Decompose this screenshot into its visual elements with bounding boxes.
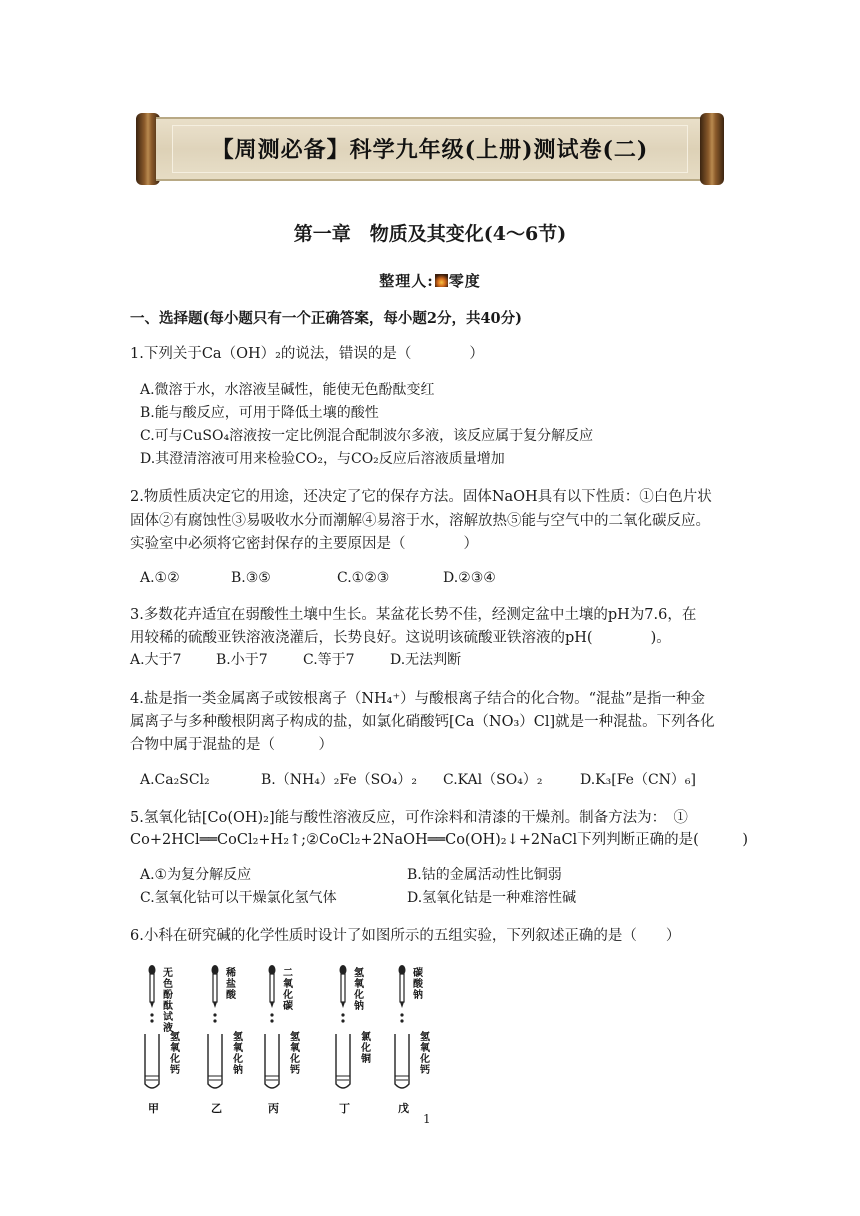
q2-option-c: C.①②③ (337, 570, 390, 586)
tube-label: 氢氧化钙 (420, 1032, 430, 1076)
tube-id-label: 甲 (148, 1102, 159, 1115)
question-3-stem-line-1: 3.多数花卉适宜在弱酸性土壤中生长。某盆花长势不佳，经测定盆中土壤的pH为7.6，在 (130, 607, 697, 623)
question-2-stem-line-2: 固体②有腐蚀性③易吸收水分而潮解④易溶于水，溶解放热⑤能与空气中的二氧化碳反应。 (130, 513, 710, 529)
dropper-tube (341, 974, 345, 1002)
dropper-label: 无色酚酞试液 (163, 968, 173, 1034)
question-2-stem-line-1: 2.物质性质决定它的用途，还决定了它的保存方法。固体NaOH具有以下性质：①白色片状 (130, 489, 712, 505)
drop (150, 1019, 153, 1022)
title-banner (136, 113, 724, 185)
question-4-stem-line-2: 属离子与多种酸根阴离子构成的盐，如氯化硝酸钙[Ca（NO₃）Cl]就是一种混盐。下列各化 (130, 714, 715, 730)
tube-id-label: 丁 (339, 1102, 350, 1115)
q4-option-a: A.Ca₂SCl₂ (140, 772, 210, 788)
dropper-tube (213, 974, 217, 1002)
drop (270, 1013, 273, 1016)
tube-label: 氢氧化钙 (290, 1032, 300, 1076)
question-2-stem-line-3: 实验室中必须将它密封保存的主要原因是（ ） (130, 536, 478, 552)
drop (150, 1013, 153, 1016)
drop (270, 1019, 273, 1022)
q4-option-c: C.KAl（SO₄）₂ (443, 772, 543, 788)
q4-option-d: D.K₃[Fe（CN）₆] (580, 772, 696, 788)
q2-option-a: A.①② (140, 570, 180, 586)
document-title: 【周测必备】科学九年级(上册)测试卷(二) (211, 137, 649, 163)
dropper-tip (341, 1002, 345, 1008)
tube-id-label: 丙 (268, 1102, 279, 1115)
question-5-stem-line-2: Co+2HCl══CoCl₂+H₂↑;②CoCl₂+2NaOH══Co(OH)₂↓+2NaCl下列判断正确的是( ) (130, 832, 748, 848)
drop (400, 1013, 403, 1016)
q1-option-b: B.能与酸反应，可用于降低土壤的酸性 (140, 405, 379, 421)
q3-option-c: C.等于7 (303, 652, 355, 668)
dropper-tube (400, 974, 404, 1002)
chapter-heading: 第一章 物质及其变化(4～6节) (293, 223, 567, 245)
q1-option-a: A.微溶于水，水溶液呈碱性，能使无色酚酞变红 (140, 382, 435, 398)
question-3-stem-line-2: 用较稀的硫酸亚铁溶液浇灌后，长势良好。这说明该硫酸亚铁溶液的pH( )。 (130, 630, 671, 646)
question-4-stem-line-1: 4.盐是指一类金属离子或铵根离子（NH₄⁺）与酸根离子结合的化合物。“混盐”是指一种金 (130, 691, 705, 707)
q3-option-d: D.无法判断 (390, 652, 462, 668)
organizer-name: 零度 (448, 272, 481, 290)
dropper-tip (213, 1002, 217, 1008)
q2-option-b: B.③⑤ (231, 570, 271, 586)
question-5-stem-line-1: 5.氢氧化钴[Co(OH)₂]能与酸性溶液反应，可作涂料和清漆的干燥剂。制备方法为： ① (130, 810, 688, 826)
tube-label: 氢氧化钠 (233, 1032, 243, 1076)
organizer-label: 整理人: (379, 272, 434, 290)
q1-option-d: D.其澄清溶液可用来检验CO₂，与CO₂反应后溶液质量增加 (140, 451, 505, 467)
question-6-stem: 6.小科在研究碱的化学性质时设计了如图所示的五组实验，下列叙述正确的是（ ） (130, 928, 681, 944)
experiment-figure (140, 960, 450, 1120)
drop (213, 1019, 216, 1022)
question-4-stem-line-3: 合物中属于混盐的是（ ） (130, 737, 333, 753)
section-title: 一、选择题(每小题只有一个正确答案，每小题2分，共40分) (130, 310, 522, 327)
dropper-tip (270, 1002, 274, 1008)
tube-label: 氯化铜 (361, 1032, 371, 1065)
page-number: 1 (423, 1112, 431, 1126)
q5-option-d: D.氢氧化钴是一种难溶性碱 (407, 890, 577, 906)
drop (213, 1013, 216, 1016)
q3-option-a: A.大于7 (130, 652, 182, 668)
dropper-tube (270, 974, 274, 1002)
dropper-label: 二氧化碳 (283, 968, 293, 1012)
dropper-tip (150, 1002, 154, 1008)
q2-option-d: D.②③④ (443, 570, 496, 586)
q5-option-a: A.①为复分解反应 (140, 867, 252, 883)
q5-option-b: B.钴的金属活动性比铜弱 (407, 867, 562, 883)
sunset-icon (435, 274, 448, 287)
drop (341, 1013, 344, 1016)
q4-option-b: B.（NH₄）₂Fe（SO₄）₂ (261, 772, 417, 788)
q1-option-c: C.可与CuSO₄溶液按一定比例混合配制波尔多液，该反应属于复分解反应 (140, 428, 594, 444)
dropper-label: 稀盐酸 (226, 968, 236, 1001)
dropper-label: 氢氧化钠 (354, 968, 364, 1012)
dropper-tube (150, 974, 154, 1002)
drop (341, 1019, 344, 1022)
organizer-line (0, 270, 860, 291)
question-1-stem: 1.下列关于Ca（OH）₂的说法，错误的是（ ） (130, 346, 484, 362)
drop (400, 1019, 403, 1022)
tube-label: 氢氧化钙 (170, 1032, 180, 1076)
dropper-label: 碳酸钠 (413, 968, 423, 1001)
q5-option-c: C.氢氧化钴可以干燥氯化氢气体 (140, 890, 337, 906)
dropper-tip (400, 1002, 404, 1008)
tube-id-label: 戊 (398, 1102, 409, 1115)
tube-id-label: 乙 (211, 1102, 222, 1115)
q3-option-b: B.小于7 (216, 652, 268, 668)
